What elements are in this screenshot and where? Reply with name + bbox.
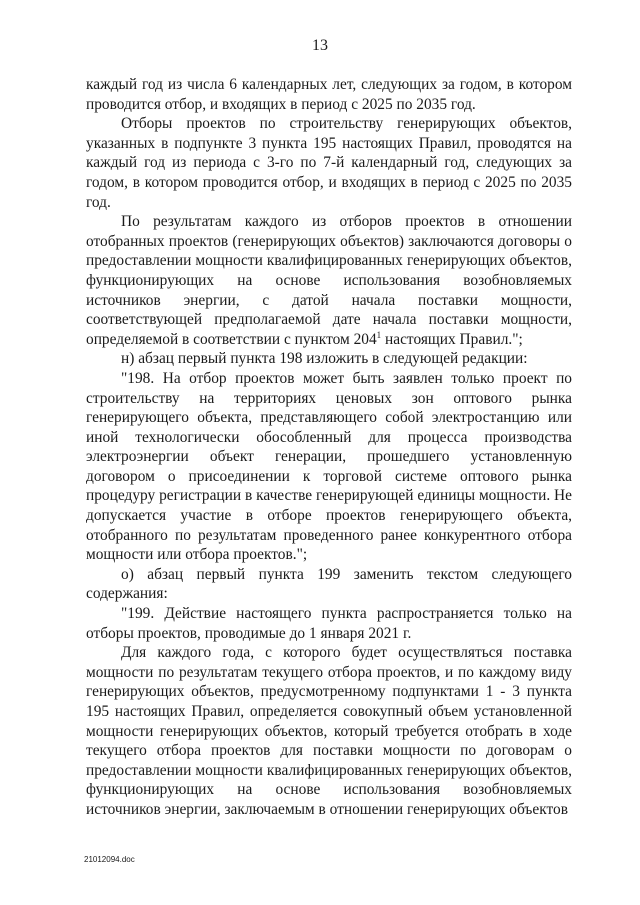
paragraph: н) абзац первый пункта 198 изложить в следующей редакции: xyxy=(121,350,528,368)
paragraph: Отборы проектов по строительству генерирующих объектов, указанных в подпункте 3 пункта 195 настоящих Правил, проводятся на каждый год из периода с 3-го по 7-й календарный год, следующих за годом, в котором проводится отбор, и входящих в период с 2025 по 2035 год. xyxy=(86,115,572,211)
paragraph: "198. На отбор проектов может быть заявлен только проект по строительству на территориях ценовых зон оптового рынка генерирующего объекта, представляющего собой электростанцию или иной технологически обособленный для процесса производства электроэнергии объект генерации, прошедшего установленную договором о присоединении к торговой системе оптового рынка процедуру регистрации в качестве генерирующей единицы мощности. Не допускается участие в отборе проектов генерирующего объекта, отобранного по результатам проведенного ранее конкурентного отбора мощности или отбора проектов."; xyxy=(86,369,572,564)
paragraph: "199. Действие настоящего пункта распространяется только на отборы проектов, проводимые до 1 января 2021 г. xyxy=(86,605,572,642)
paragraph: Для каждого года, с которого будет осуществляться поставка мощности по результатам текущего отбора проектов, и по каждому виду генерирующих объектов, предусмотренному подпунктами 1 - 3 пункта 195 настоящих Правил, определяется совокупный объем установленной мощности генерирующих объектов, который требуется отобрать в ходе текущего отбора проектов для поставки мощности по договорам о предоставлении мощности квалифицированных генерирующих объектов, функционирующих на основе использования возобновляемых источников энергии, заключаемым в отношении генерирующих объектов xyxy=(86,644,572,818)
document-body xyxy=(86,75,572,820)
superscript: 1 xyxy=(376,329,382,340)
paragraph: каждый год из числа 6 календарных лет, следующих за годом, в котором проводится отбор, и входящих в период с 2025 по 2035 год. xyxy=(86,76,572,113)
paragraph xyxy=(86,212,572,349)
page-number: 13 xyxy=(312,37,328,54)
paragraph-text-tail: настоящих Правил."; xyxy=(381,330,523,348)
file-name-footer: 21012094.doc xyxy=(84,855,135,864)
paragraph-text: По результатам каждого из отборов проектов в отношении отобранных проектов (генерирующих объектов) заключаются договоры о предоставлении мощности квалифицированных генерирующих объектов, функционирующих на основе использования возобновляемых источников энергии, с датой начала поставки мощности, соответствующей предполагаемой дате начала поставки мощности, определяемой в соответствии с пунктом 204 xyxy=(86,213,572,348)
paragraph: о) абзац первый пункта 199 заменить текстом следующего содержания: xyxy=(86,565,572,603)
